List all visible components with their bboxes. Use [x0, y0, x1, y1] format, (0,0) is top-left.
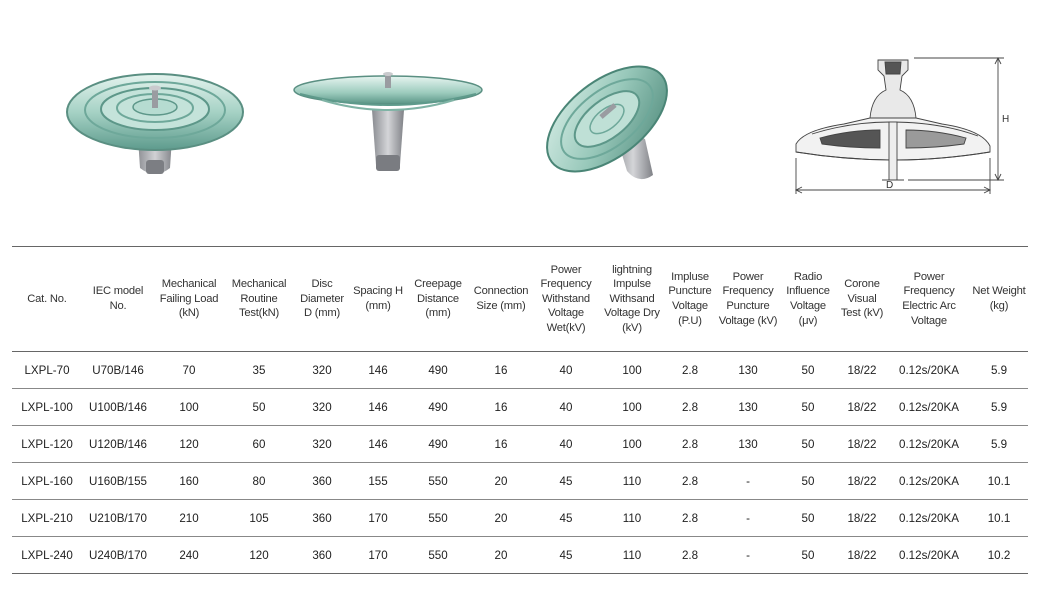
col-header-iec-model: IEC model No.	[82, 247, 154, 352]
table-cell: 5.9	[970, 352, 1028, 389]
table-cell: 50	[780, 426, 836, 463]
table-cell: 130	[716, 389, 780, 426]
col-header-mech-routine-test: Mechanical Routine Test(kN)	[224, 247, 294, 352]
table-cell: 2.8	[664, 426, 716, 463]
table-cell: 70	[154, 352, 224, 389]
table-cell: 490	[406, 352, 470, 389]
table-cell: 550	[406, 537, 470, 574]
table-cell: 550	[406, 500, 470, 537]
table-cell: 45	[532, 500, 600, 537]
col-header-radio-influence: Radio Influence Voltage (μv)	[780, 247, 836, 352]
table-cell: 240	[154, 537, 224, 574]
col-header-net-weight: Net Weight (kg)	[970, 247, 1028, 352]
table-cell: LXPL-240	[12, 537, 82, 574]
table-cell: 320	[294, 352, 350, 389]
table-cell: 110	[600, 537, 664, 574]
table-cell: 2.8	[664, 500, 716, 537]
table-cell: 50	[780, 537, 836, 574]
insulator-side-view-illustration	[292, 70, 487, 190]
table-cell: U210B/170	[82, 500, 154, 537]
table-cell: 60	[224, 426, 294, 463]
table-cell: 100	[154, 389, 224, 426]
table-cell: LXPL-210	[12, 500, 82, 537]
table-cell: 360	[294, 537, 350, 574]
table-cell: 2.8	[664, 463, 716, 500]
table-cell: 120	[224, 537, 294, 574]
table-cell: 40	[532, 426, 600, 463]
table-cell: 20	[470, 463, 532, 500]
table-cell: 18/22	[836, 352, 888, 389]
table-cell: 16	[470, 352, 532, 389]
table-cell: 550	[406, 463, 470, 500]
table-cell: -	[716, 537, 780, 574]
table-cell: 0.12s/20KA	[888, 352, 970, 389]
insulator-tilted-view-illustration	[535, 55, 685, 190]
table-cell: 320	[294, 389, 350, 426]
table-cell: 0.12s/20KA	[888, 500, 970, 537]
table-cell: 45	[532, 537, 600, 574]
table-cell: 40	[532, 389, 600, 426]
col-header-spacing: Spacing H (mm)	[350, 247, 406, 352]
table-cell: U160B/155	[82, 463, 154, 500]
table-cell: 50	[780, 389, 836, 426]
table-cell: U100B/146	[82, 389, 154, 426]
table-cell: 18/22	[836, 426, 888, 463]
table-cell: 18/22	[836, 463, 888, 500]
table-cell: 170	[350, 537, 406, 574]
table-cell: 20	[470, 500, 532, 537]
table-cell: 170	[350, 500, 406, 537]
table-cell: 146	[350, 426, 406, 463]
table-cell: 10.1	[970, 463, 1028, 500]
col-header-cat-no: Cat. No.	[12, 247, 82, 352]
col-header-impulse-puncture: Impluse Puncture Voltage (P.U)	[664, 247, 716, 352]
table-cell: 50	[780, 463, 836, 500]
col-header-corona-visual: Corone Visual Test (kV)	[836, 247, 888, 352]
table-cell: LXPL-120	[12, 426, 82, 463]
col-header-pf-withstand-wet: Power Frequency Withstand Voltage Wet(kV)	[532, 247, 600, 352]
table-cell: -	[716, 463, 780, 500]
table-cell: 320	[294, 426, 350, 463]
table-cell: 110	[600, 500, 664, 537]
table-cell: 160	[154, 463, 224, 500]
table-cell: 2.8	[664, 537, 716, 574]
table-cell: 110	[600, 463, 664, 500]
table-cell: 490	[406, 389, 470, 426]
table-cell: 16	[470, 426, 532, 463]
col-header-lightning-impulse: lightning Impulse Withsand Voltage Dry (kV)	[600, 247, 664, 352]
insulator-top-view-illustration	[60, 60, 250, 190]
table-cell: 210	[154, 500, 224, 537]
table-cell: 2.8	[664, 352, 716, 389]
table-cell: 120	[154, 426, 224, 463]
table-cell: U120B/146	[82, 426, 154, 463]
table-row	[12, 389, 1028, 426]
table-row	[12, 500, 1028, 537]
insulator-technical-drawing	[790, 48, 1010, 198]
col-header-electric-arc: Power Frequency Electric Arc Voltage	[888, 247, 970, 352]
table-cell: 45	[532, 463, 600, 500]
table-cell: U70B/146	[82, 352, 154, 389]
diameter-dimension-label: D	[886, 180, 894, 191]
table-cell: 146	[350, 352, 406, 389]
table-header-row	[12, 247, 1028, 352]
table-cell: 360	[294, 500, 350, 537]
table-cell: 50	[780, 352, 836, 389]
col-header-pf-puncture: Power Frequency Puncture Voltage (kV)	[716, 247, 780, 352]
table-cell: 20	[470, 537, 532, 574]
table-cell: -	[716, 500, 780, 537]
table-cell: 130	[716, 426, 780, 463]
table-cell: 490	[406, 426, 470, 463]
table-row	[12, 426, 1028, 463]
specification-table	[12, 246, 1028, 574]
table-cell: 0.12s/20KA	[888, 463, 970, 500]
table-cell: 50	[780, 500, 836, 537]
table-cell: 146	[350, 389, 406, 426]
table-cell: LXPL-70	[12, 352, 82, 389]
table-cell: 100	[600, 389, 664, 426]
table-cell: 100	[600, 426, 664, 463]
col-header-disc-diameter: Disc Diameter D (mm)	[294, 247, 350, 352]
table-cell: LXPL-160	[12, 463, 82, 500]
table-cell: 100	[600, 352, 664, 389]
table-row	[12, 352, 1028, 389]
table-cell: 40	[532, 352, 600, 389]
table-cell: 16	[470, 389, 532, 426]
table-cell: 360	[294, 463, 350, 500]
height-dimension-label: H	[1002, 114, 1010, 125]
table-cell: 105	[224, 500, 294, 537]
table-cell: 18/22	[836, 500, 888, 537]
table-cell: 0.12s/20KA	[888, 389, 970, 426]
table-cell: 18/22	[836, 537, 888, 574]
table-cell: 2.8	[664, 389, 716, 426]
table-cell: 155	[350, 463, 406, 500]
table-cell: 0.12s/20KA	[888, 537, 970, 574]
table-cell: 130	[716, 352, 780, 389]
table-cell: 5.9	[970, 389, 1028, 426]
table-cell: 50	[224, 389, 294, 426]
table-cell: 10.2	[970, 537, 1028, 574]
table-cell: 18/22	[836, 389, 888, 426]
col-header-mech-failing-load: Mechanical Failing Load (kN)	[154, 247, 224, 352]
table-cell: 80	[224, 463, 294, 500]
table-cell: U240B/170	[82, 537, 154, 574]
table-cell: LXPL-100	[12, 389, 82, 426]
table-row	[12, 537, 1028, 574]
table-row	[12, 463, 1028, 500]
table-cell: 35	[224, 352, 294, 389]
table-cell: 5.9	[970, 426, 1028, 463]
table-cell: 0.12s/20KA	[888, 426, 970, 463]
table-cell: 10.1	[970, 500, 1028, 537]
col-header-creepage: Creepage Distance (mm)	[406, 247, 470, 352]
col-header-connection-size: Connection Size (mm)	[470, 247, 532, 352]
